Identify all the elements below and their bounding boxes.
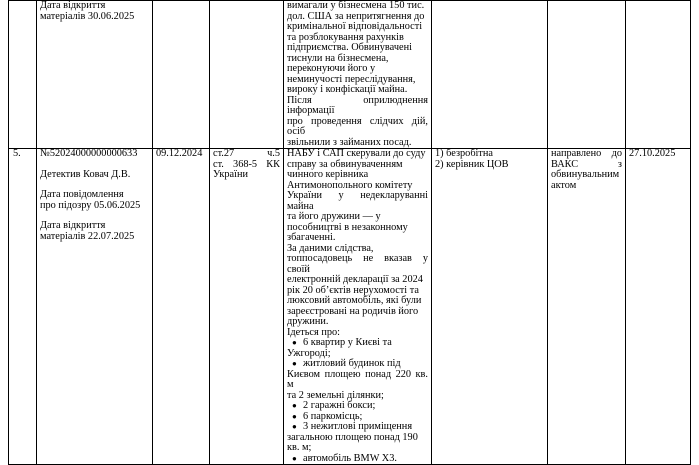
description-line: збагаченні. bbox=[287, 232, 336, 243]
cell-number bbox=[9, 1, 37, 149]
bullet-icon: ● bbox=[292, 453, 297, 463]
result-line: направлено до bbox=[551, 148, 622, 159]
cell-subjects bbox=[432, 149, 548, 465]
description-line: рік 20 об’єктів нерухомості та bbox=[287, 284, 419, 296]
list-title: Ідеться про: bbox=[287, 326, 340, 338]
cell-date bbox=[153, 149, 210, 465]
table-row bbox=[9, 1, 691, 149]
description-line: неминучості переслідування, bbox=[287, 73, 416, 85]
description-line: дол. США за непритягнення до bbox=[287, 10, 425, 22]
description-line: вироку і конфіскації майна. bbox=[287, 84, 408, 95]
description-line: Антимонопольного комітету bbox=[287, 179, 413, 191]
description-line: кримінальної відповідальності bbox=[287, 21, 423, 32]
description-line: справу за обвинуваченням bbox=[287, 158, 403, 170]
result-date: 27.10.2025 bbox=[629, 148, 676, 159]
bullet-icon: ● bbox=[292, 422, 297, 431]
description-line: НАБУ і САП скерували до суду bbox=[287, 148, 426, 159]
case-number: №52024000000000633 bbox=[40, 148, 138, 159]
cell-description bbox=[284, 149, 432, 465]
bullet-icon: ● bbox=[292, 359, 297, 368]
subject-item: 1) безробітна bbox=[435, 148, 493, 159]
list-item: ● 2 гаражні бокси; bbox=[292, 400, 376, 411]
description-line: про проведення слідчих дій, осіб bbox=[287, 115, 428, 137]
list-item: ● житловий будинок під Києвом площею понад 220 кв. м та 2 земельні ділянки; bbox=[287, 358, 428, 401]
cell-case-info bbox=[37, 1, 153, 149]
description-line: електронній декларації за 2024 bbox=[287, 274, 423, 285]
list-item: ● 6 квартир у Києві та Ужгороді; bbox=[287, 337, 392, 359]
article-line: України bbox=[213, 169, 248, 180]
cell-article bbox=[210, 149, 284, 465]
description-line: та розблокування рахунків bbox=[287, 31, 404, 43]
article-line: ст. 368-5 КК bbox=[213, 158, 280, 170]
cell-result-date bbox=[626, 1, 691, 149]
description-line: чинного керівника bbox=[287, 169, 369, 180]
cell-date bbox=[153, 1, 210, 149]
property-list bbox=[287, 338, 428, 464]
description-line: підприємства. Обвинувачені bbox=[287, 42, 412, 53]
cell-result bbox=[548, 1, 626, 149]
cell-subjects bbox=[432, 1, 548, 149]
subject-item: 2) керівник ЦОВ bbox=[435, 158, 509, 170]
result-line: актом bbox=[551, 179, 577, 191]
registration-date: 09.12.2024 bbox=[156, 148, 203, 159]
description-line: України у недекларуванні майна bbox=[287, 190, 428, 212]
description-line: вимагали у бізнесмена 150 тис. bbox=[287, 0, 425, 11]
notice-date-line: Дата повідомлення bbox=[40, 189, 124, 200]
opened-date-line: Дата відкриття bbox=[40, 220, 106, 231]
cell-description bbox=[284, 1, 432, 149]
description-line: Після оприлюднення інформації bbox=[287, 94, 428, 116]
list-item: ● 3 нежитлові приміщення загальною площею понад 190 кв. м; bbox=[287, 421, 418, 453]
opened-date-line: Дата відкриття bbox=[40, 0, 106, 11]
bullet-icon: ● bbox=[292, 338, 297, 347]
cell-result-date bbox=[626, 149, 691, 465]
cell-result bbox=[548, 149, 626, 465]
bullet-icon: ● bbox=[292, 411, 297, 421]
opened-date-line: матеріалів 30.06.2025 bbox=[40, 10, 135, 22]
description-line: топпосадовець не вказав у своїй bbox=[287, 253, 428, 275]
officer-name: Детектив Ковач Д.В. bbox=[40, 168, 131, 180]
result-line: обвинувальним bbox=[551, 169, 620, 180]
opened-date-line: матеріалів 22.07.2025 bbox=[40, 230, 135, 242]
description-line: дружини. bbox=[287, 316, 329, 327]
list-item: ● 6 паркомісць; bbox=[292, 410, 363, 422]
description-line: та його дружини — у bbox=[287, 211, 381, 222]
list-item: ● автомобіль BMW X3. bbox=[292, 452, 397, 464]
description-line: пособництві в незаконному bbox=[287, 221, 408, 233]
cases-table bbox=[8, 0, 691, 465]
bullet-icon: ● bbox=[292, 401, 297, 410]
cell-number bbox=[9, 149, 37, 465]
description-line: зареєстровані на родичів його bbox=[287, 305, 419, 317]
article-line: ст.27 ч.5 bbox=[213, 148, 280, 159]
cell-article bbox=[210, 1, 284, 149]
result-line: ВАКС з bbox=[551, 158, 622, 170]
description-line: За даними слідства, bbox=[287, 242, 374, 254]
description-line: тиснули на бізнесмена, bbox=[287, 52, 389, 64]
description-line: звільнили з займаних посад. bbox=[287, 136, 412, 148]
description-line: люксовий автомобіль, які були bbox=[287, 295, 422, 306]
row-number: 5. bbox=[13, 148, 21, 159]
description-line: переконуючи його у bbox=[287, 63, 376, 74]
cell-case-info bbox=[37, 149, 153, 465]
notice-date-line: про підозру 05.06.2025 bbox=[40, 199, 141, 211]
table-row bbox=[9, 149, 691, 465]
